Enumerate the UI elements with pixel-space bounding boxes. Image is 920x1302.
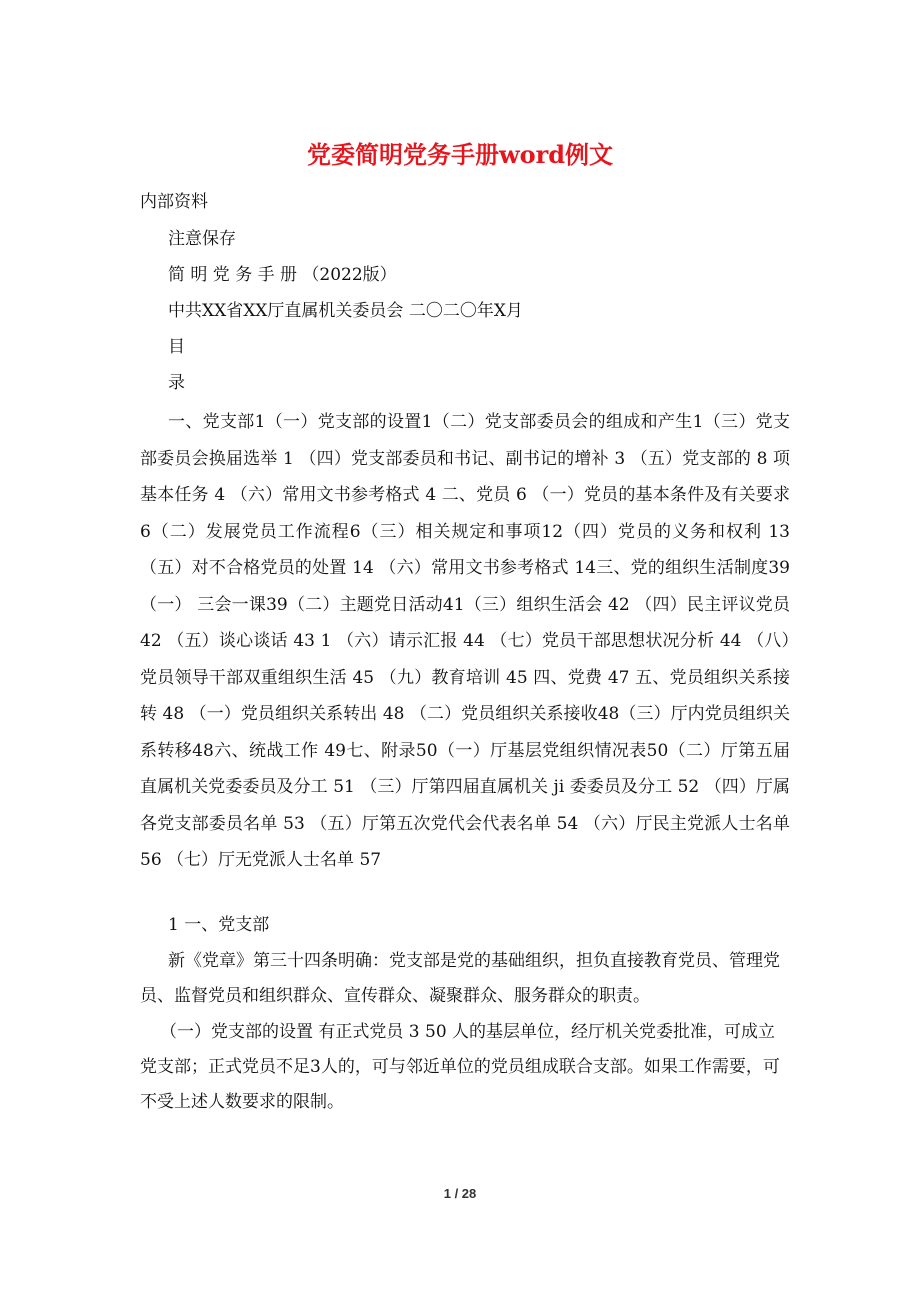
page-number: 1 / 28 [443, 1186, 477, 1201]
keep-notice: 注意保存 [168, 229, 236, 249]
document-title: 党委简明党务手册word例文 [306, 140, 614, 169]
section-heading: 1 一、党支部 [168, 915, 270, 935]
paragraph-branch-setup: （一）党支部的设置 有正式党员 3 50 人的基层单位，经厅机关党委批准，可成立党支部；正式党员不足3人的，可与邻近单位的党员组成联合支部。如果工作需要，可不受上述人数要求的限制。 [140, 1022, 780, 1112]
handbook-title: 简 明 党 务 手 册 （2022版） [168, 265, 397, 285]
table-of-contents: 一、党支部1（一）党支部的设置1（二）党支部委员会的组成和产生1（三）党支部委员会换届选举 1 （四）党支部委员和书记、副书记的增补 3 （五）党支部的 8 项基本任务 4 （六）常用文书参考格式 4 二、党员 6 （一）党员的基本条件及有关要求6（二）发展党员工作流程6（三）相关规定和事项12（四）党员的义务和权利 13 （五）对不合格党员的处置 14 （六）常用文书参考格式 14三、党的组织生活制度39（一） 三会一课39（二）主题党日活动41（三）组织生活会 42 （四）民主评议党员 42 （五）谈心谈话 43 1 （六）请示汇报 44 （七）党员干部思想状况分析 44 （八）党员领导干部双重组织生活 45 （九）教育培训 45 四、党费 47 五、党员组织关系接转 48 （一）党员组织关系转出 48 （二）党员组织关系接收48（三）厅内党员组织关系转移48六、统战工作 49七、附录50（一）厅基层党组织情况表50（二）厅第五届直属机关党委委员及分工 51 （三）厅第四届直属机关 ji 委委员及分工 52 （四）厅属各党支部委员名单 53 （五）厅第五次党代会代表名单 54 （六）厅民主党派人士名单 56 （七）厅无党派人士名单 57 [140, 412, 790, 870]
issuer-line: 中共XX省XX厅直属机关委员会 二〇二〇年X月 [168, 301, 523, 321]
internal-label: 内部资料 [140, 192, 208, 212]
toc-heading-mu: 目 [168, 337, 185, 357]
toc-heading-lu: 录 [168, 373, 185, 393]
paragraph-party-branch: 新《党章》第三十四条明确：党支部是党的基础组织，担负直接教育党员、管理党员、监督党员和组织群众、宣传群众、凝聚群众、服务群众的职责。 [140, 951, 780, 1006]
